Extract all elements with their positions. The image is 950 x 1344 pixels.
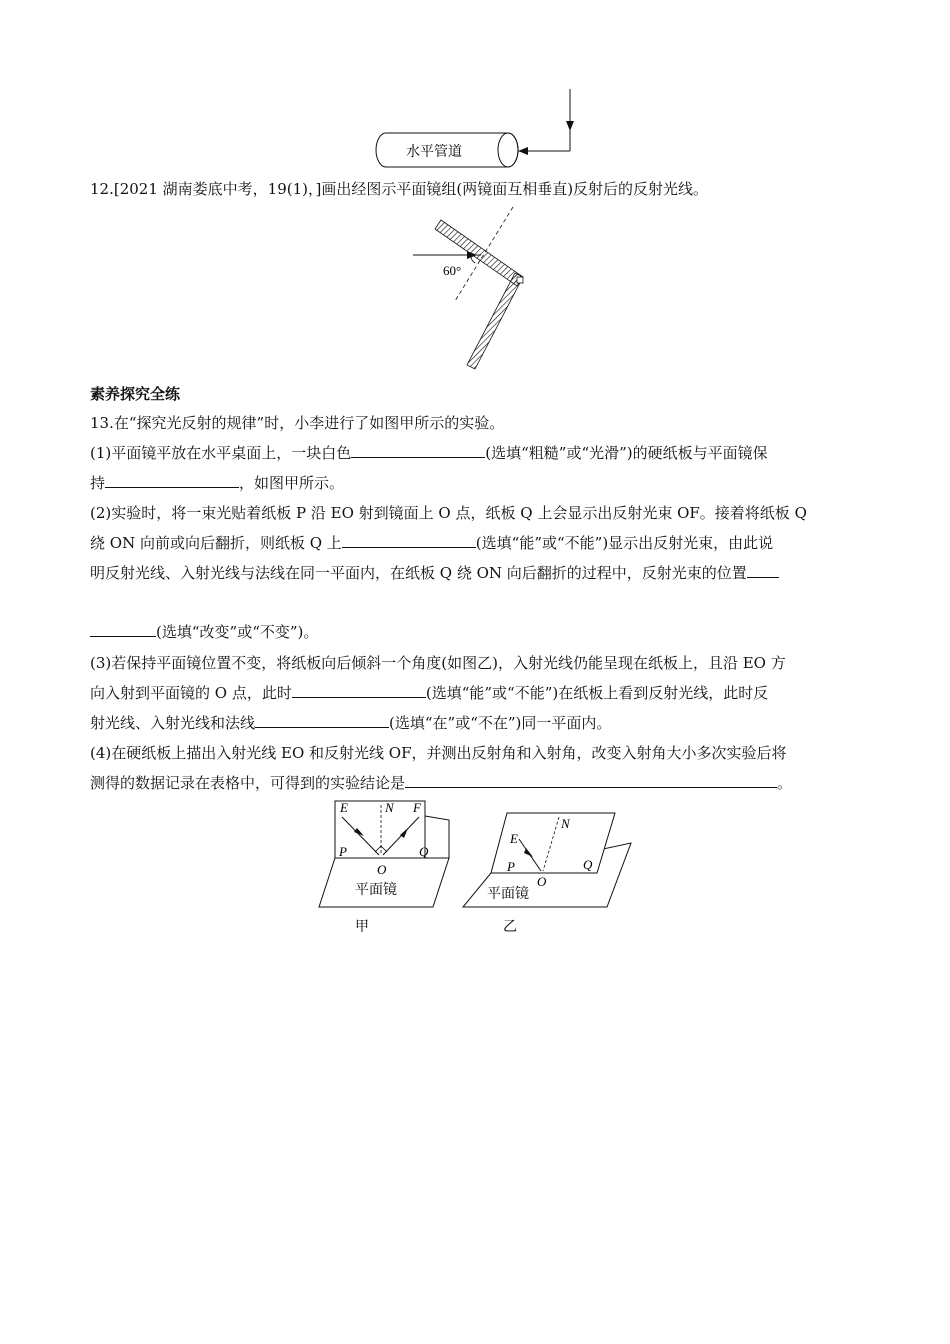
q13-p2-e: (选填“改变”或“不变”)。 — [156, 623, 319, 641]
q13-p3-e: (选填“在”或“不在”)同一平面内。 — [389, 714, 612, 732]
q13-p4-b: 测得的数据记录在表格中，可得到的实验结论是 — [90, 774, 406, 792]
q13-p1-line1 — [90, 443, 768, 463]
q13-p4-line1: (4)在硬纸板上描出入射光线 EO 和反射光线 OF，并测出反射角和入射角，改变入射角大小多次实验后将 — [90, 744, 787, 762]
figure-jia — [315, 795, 455, 940]
q13-p3-b: 向入射到平面镜的 O 点，此时 — [90, 684, 292, 702]
q13-p1-d: ，如图甲所示。 — [239, 474, 345, 492]
yi-P: P — [507, 859, 515, 874]
yi-caption: 乙 — [503, 920, 517, 935]
pipe-label: 水平管道 — [406, 145, 462, 160]
jia-E: E — [340, 800, 348, 815]
yi-E: E — [510, 831, 518, 846]
answer-blank-1[interactable] — [351, 443, 485, 458]
q13-p4-line2 — [90, 773, 792, 793]
angle-label: 60° — [443, 263, 462, 278]
q13-p2-b: 绕 ON 向前或向后翻折，则纸板 Q 上 — [90, 534, 342, 552]
q13-p3-line1: (3)若保持平面镜位置不变，将纸板向后倾斜一个角度(如图乙)，入射光线仍能呈现在纸板上，且沿 EO 方 — [90, 654, 786, 672]
q13-p2-line2 — [90, 533, 773, 553]
jia-mirror: 平面镜 — [355, 883, 397, 898]
yi-N: N — [561, 816, 570, 831]
q13-p2-c: (选填“能”或“不能”)显示出反射光束，由此说 — [475, 534, 774, 552]
q13-p1-c: 持 — [90, 474, 106, 492]
section-title: 素养探究全练 — [90, 385, 181, 403]
q12-text: 12.[2021 湖南娄底中考，19(1)，]画出经图示平面镜组(两镜面互相垂直)反射后的反射光线。 — [90, 180, 709, 198]
q13-p3-c: (选填“能”或“不能”)在纸板上看到反射光线，此时反 — [425, 684, 769, 702]
q13-p1-b: (选填“粗糙”或“光滑”)的硬纸板与平面镜保 — [485, 444, 768, 462]
answer-blank-5[interactable] — [292, 683, 426, 698]
q13-intro: 13.在“探究光反射的规律”时，小李进行了如图甲所示的实验。 — [90, 414, 505, 432]
q13-p3-line3 — [90, 713, 611, 733]
answer-blank-4b[interactable] — [90, 622, 156, 637]
jia-F: F — [413, 800, 421, 815]
answer-blank-2[interactable] — [105, 473, 239, 488]
yi-mirror: 平面镜 — [487, 887, 529, 902]
yi-O: O — [537, 874, 547, 889]
q13-p4-c: 。 — [777, 774, 793, 792]
answer-blank-6[interactable] — [255, 713, 389, 728]
jia-caption: 甲 — [355, 920, 369, 935]
jia-O: O — [377, 862, 387, 877]
q13-p3-line2 — [90, 683, 768, 703]
answer-blank-4a[interactable] — [747, 563, 779, 578]
jia-P: P — [339, 844, 347, 859]
q13-p1-a: (1)平面镜平放在水平桌面上，一块白色 — [90, 444, 352, 462]
jia-N: N — [385, 800, 394, 815]
answer-blank-7[interactable] — [405, 773, 777, 788]
answer-blank-3[interactable] — [342, 533, 476, 548]
q13-p1-line2 — [90, 473, 344, 493]
q13-p2-d: 明反射光线、入射光线与法线在同一平面内，在纸板 Q 绕 ON 向后翻折的过程中，反射光束的位置 — [90, 564, 747, 582]
pipe-figure — [370, 85, 580, 175]
q13-p3-d: 射光线、入射光线和法线 — [90, 714, 256, 732]
mirror-group-figure — [405, 205, 545, 375]
figure-yi — [455, 805, 635, 940]
q13-p2-line3 — [90, 563, 779, 583]
yi-Q: Q — [583, 857, 593, 872]
q13-p2-line1: (2)实验时，将一束光贴着纸板 P 沿 EO 射到镜面上 O 点，纸板 Q 上会显示出反射光束 OF。接着将纸板 Q — [90, 504, 807, 522]
jia-Q: Q — [419, 844, 429, 859]
q13-p2-line4 — [90, 622, 318, 642]
